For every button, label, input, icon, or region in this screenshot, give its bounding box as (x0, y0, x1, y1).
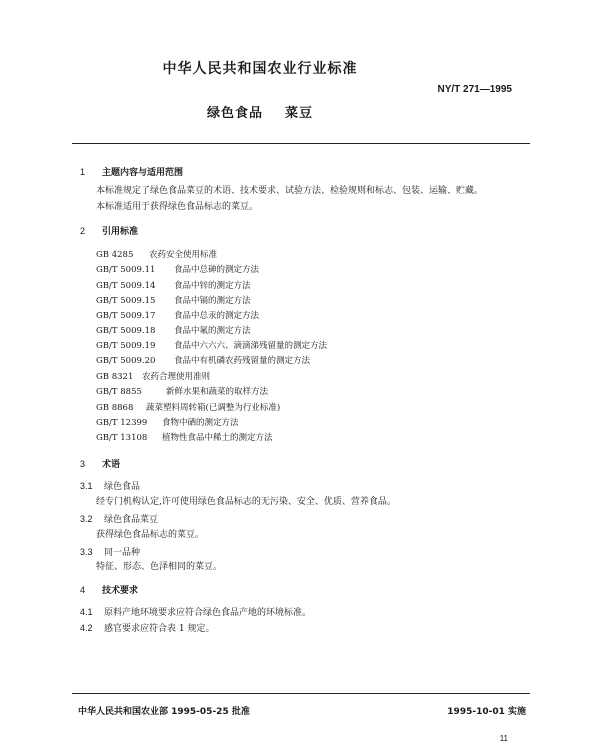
section-4-heading: 4 技术要求 (80, 585, 139, 596)
reference-item: GB/T 8855 新鲜水果和蔬菜的取样方法 (96, 387, 269, 397)
document-title (0, 102, 520, 121)
term-definition: 获得绿色食品标志的菜豆。 (96, 530, 205, 540)
term-definition: 特征、形态、色泽相同的菜豆。 (96, 562, 223, 572)
implementation-date: 1995-10-01 实施 (447, 707, 526, 717)
footer-divider (72, 693, 530, 694)
reference-item: GB/T 5009.18 食品中氟的测定方法 (96, 326, 251, 336)
reference-item: GB 4285 农药安全使用标准 (96, 250, 218, 260)
reference-item: GB 8321 农药合理使用准则 (96, 372, 211, 382)
term-item: 3.2 绿色食品菜豆 (80, 514, 159, 525)
standard-number: NY/T 271—1995 (437, 84, 512, 95)
reference-item: GB/T 5009.15 食品中镉的测定方法 (96, 296, 251, 306)
section-1-paragraph: 本标准规定了绿色食品菜豆的术语、技术要求、试验方法、检验规则和标志、包装、运输、贮藏。 (96, 186, 484, 196)
requirement-item: 4.1 原料产地环境要求应符合绿色食品产地的环境标准。 (80, 607, 312, 618)
term-item: 3.1 绿色食品 (80, 481, 141, 492)
document-title-part2: 菜豆 (285, 106, 314, 121)
reference-item: GB/T 5009.19 食品中六六六、滴滴涕残留量的测定方法 (96, 341, 328, 351)
reference-item: GB/T 5009.17 食品中总汞的测定方法 (96, 311, 260, 321)
section-1-paragraph: 本标准适用于获得绿色食品标志的菜豆。 (96, 202, 259, 212)
section-3-heading: 3 术语 (80, 459, 121, 470)
requirement-item: 4.2 感官要求应符合表 1 规定。 (80, 623, 215, 634)
standard-category-title: 中华人民共和国农业行业标准 (162, 61, 358, 77)
approval-note: 中华人民共和国农业部 1995-05-25 批准 (78, 707, 250, 717)
page-number: 11 (499, 734, 508, 743)
section-1-heading: 1 主题内容与适用范围 (80, 167, 184, 178)
term-item: 3.3 同一品种 (80, 547, 141, 558)
reference-item: GB/T 13108 植物性食品中稀土的测定方法 (96, 433, 273, 443)
reference-item: GB 8868 蔬菜塑料周转箱(已调整为行业标准) (96, 403, 281, 413)
reference-item: GB/T 5009.14 食品中锌的测定方法 (96, 281, 251, 291)
header-divider (72, 143, 530, 144)
reference-item: GB/T 5009.20 食品中有机磷农药残留量的测定方法 (96, 356, 311, 366)
term-definition: 经专门机构认定,许可使用绿色食品标志的无污染、安全、优质、营养食品。 (96, 497, 396, 507)
reference-item: GB/T 12399 食物中硒的测定方法 (96, 418, 239, 428)
document-title-part1: 绿色食品 (206, 106, 263, 121)
reference-item: GB/T 5009.11 食品中总砷的测定方法 (96, 265, 260, 275)
section-2-heading: 2 引用标准 (80, 226, 139, 237)
